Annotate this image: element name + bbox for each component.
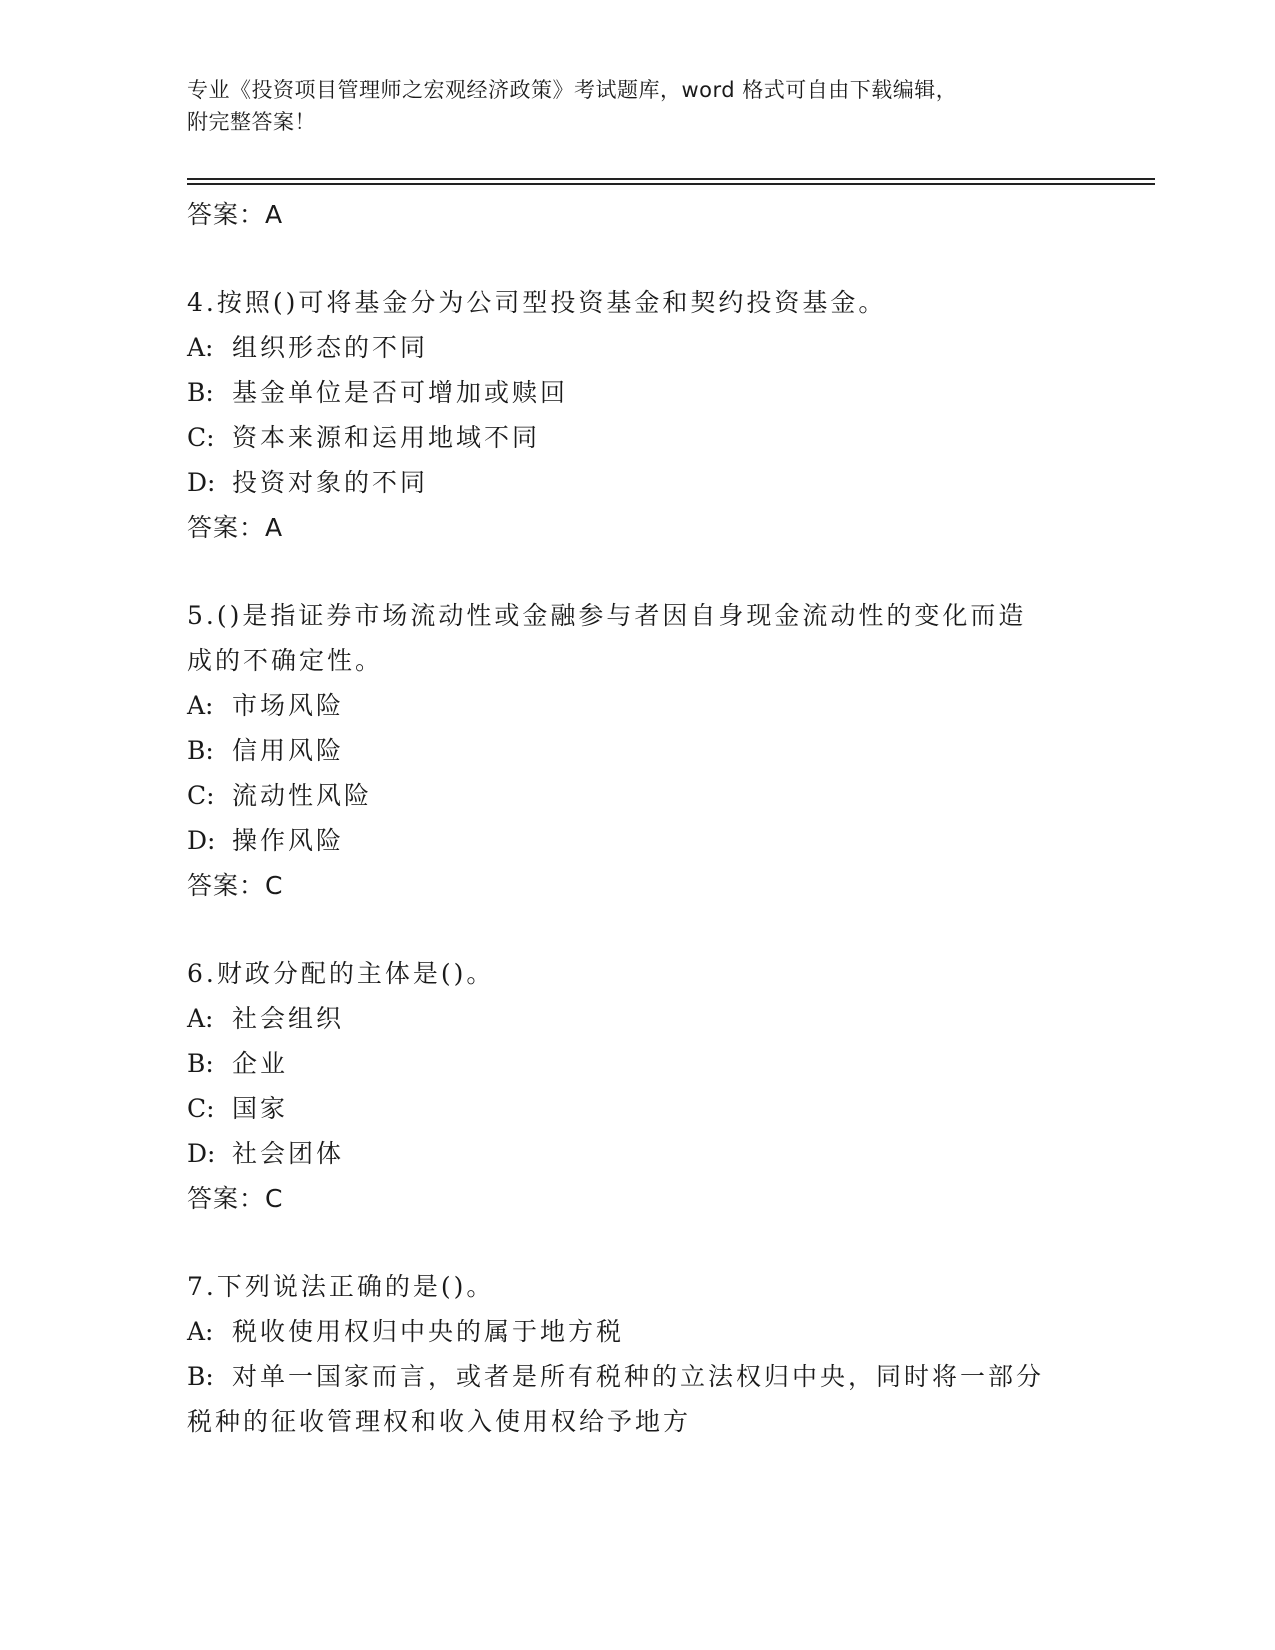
option-label: D:: [187, 826, 216, 855]
option-label: C:: [187, 423, 215, 452]
option-text: 资本来源和运用地域不同: [232, 423, 541, 452]
question-stem-continued: 成的不确定性。: [187, 646, 384, 675]
question-6: [187, 951, 1087, 1221]
answer-line: 答案：A: [187, 513, 284, 542]
answer-line: 答案：C: [187, 1184, 284, 1213]
question-stem: 5.()是指证券市场流动性或金融参与者因自身现金流动性的变化而造: [187, 601, 1027, 630]
option-text: 社会团体: [232, 1139, 345, 1168]
question-stem: 7.下列说法正确的是()。: [187, 1272, 495, 1301]
header-divider-bottom: [187, 183, 1155, 185]
option-label: D:: [187, 468, 216, 497]
answer-line: 答案：C: [187, 871, 284, 900]
option-a: [187, 683, 1087, 728]
question-stem: 6.财政分配的主体是()。: [187, 959, 495, 988]
option-text: 操作风险: [232, 826, 345, 855]
option-label: A:: [187, 333, 214, 362]
question-4: [187, 280, 1087, 550]
option-c: [187, 773, 1087, 818]
option-b: [187, 1041, 1087, 1086]
option-text: 企业: [232, 1049, 289, 1078]
option-c: [187, 1086, 1087, 1131]
option-b: [187, 728, 1087, 773]
question-7: [187, 1264, 1087, 1444]
header-line-1: 专业《投资项目管理师之宏观经济政策》考试题库，word 格式可自由下载编辑，: [187, 78, 958, 102]
option-d: [187, 1131, 1087, 1176]
option-text: 投资对象的不同: [232, 468, 429, 497]
option-b: [187, 1354, 1087, 1399]
option-text: 税收使用权归中央的属于地方税: [232, 1317, 625, 1346]
option-d: [187, 818, 1087, 863]
header-divider-top: [187, 178, 1155, 180]
option-label: B:: [187, 1362, 214, 1391]
option-d: [187, 460, 1087, 505]
option-label: C:: [187, 781, 215, 810]
option-label: B:: [187, 736, 214, 765]
option-text: 信用风险: [232, 736, 345, 765]
option-c: [187, 415, 1087, 460]
option-text: 社会组织: [232, 1004, 345, 1033]
option-a: [187, 996, 1087, 1041]
option-label: A:: [187, 691, 214, 720]
answer-line: 答案：A: [187, 200, 284, 229]
document-header: [187, 74, 1087, 138]
option-a: [187, 1309, 1087, 1354]
option-label: B:: [187, 378, 214, 407]
question-list: [187, 192, 1087, 1444]
option-a: [187, 325, 1087, 370]
option-label: A:: [187, 1004, 214, 1033]
option-b: [187, 370, 1087, 415]
header-line-2: 附完整答案！: [187, 110, 316, 134]
option-label: B:: [187, 1049, 214, 1078]
option-b-continued: 税种的征收管理权和收入使用权给予地方: [187, 1407, 692, 1436]
option-text: 组织形态的不同: [232, 333, 429, 362]
option-text: 流动性风险: [232, 781, 373, 810]
option-label: C:: [187, 1094, 215, 1123]
option-text: 对单一国家而言，或者是所有税种的立法权归中央，同时将一部分: [232, 1362, 1045, 1391]
option-text: 市场风险: [232, 691, 345, 720]
option-text: 国家: [232, 1094, 289, 1123]
question-5: [187, 593, 1087, 908]
question-stem: 4.按照()可将基金分为公司型投资基金和契约投资基金。: [187, 288, 887, 317]
option-label: A:: [187, 1317, 214, 1346]
option-label: D:: [187, 1139, 216, 1168]
option-text: 基金单位是否可增加或赎回: [232, 378, 569, 407]
